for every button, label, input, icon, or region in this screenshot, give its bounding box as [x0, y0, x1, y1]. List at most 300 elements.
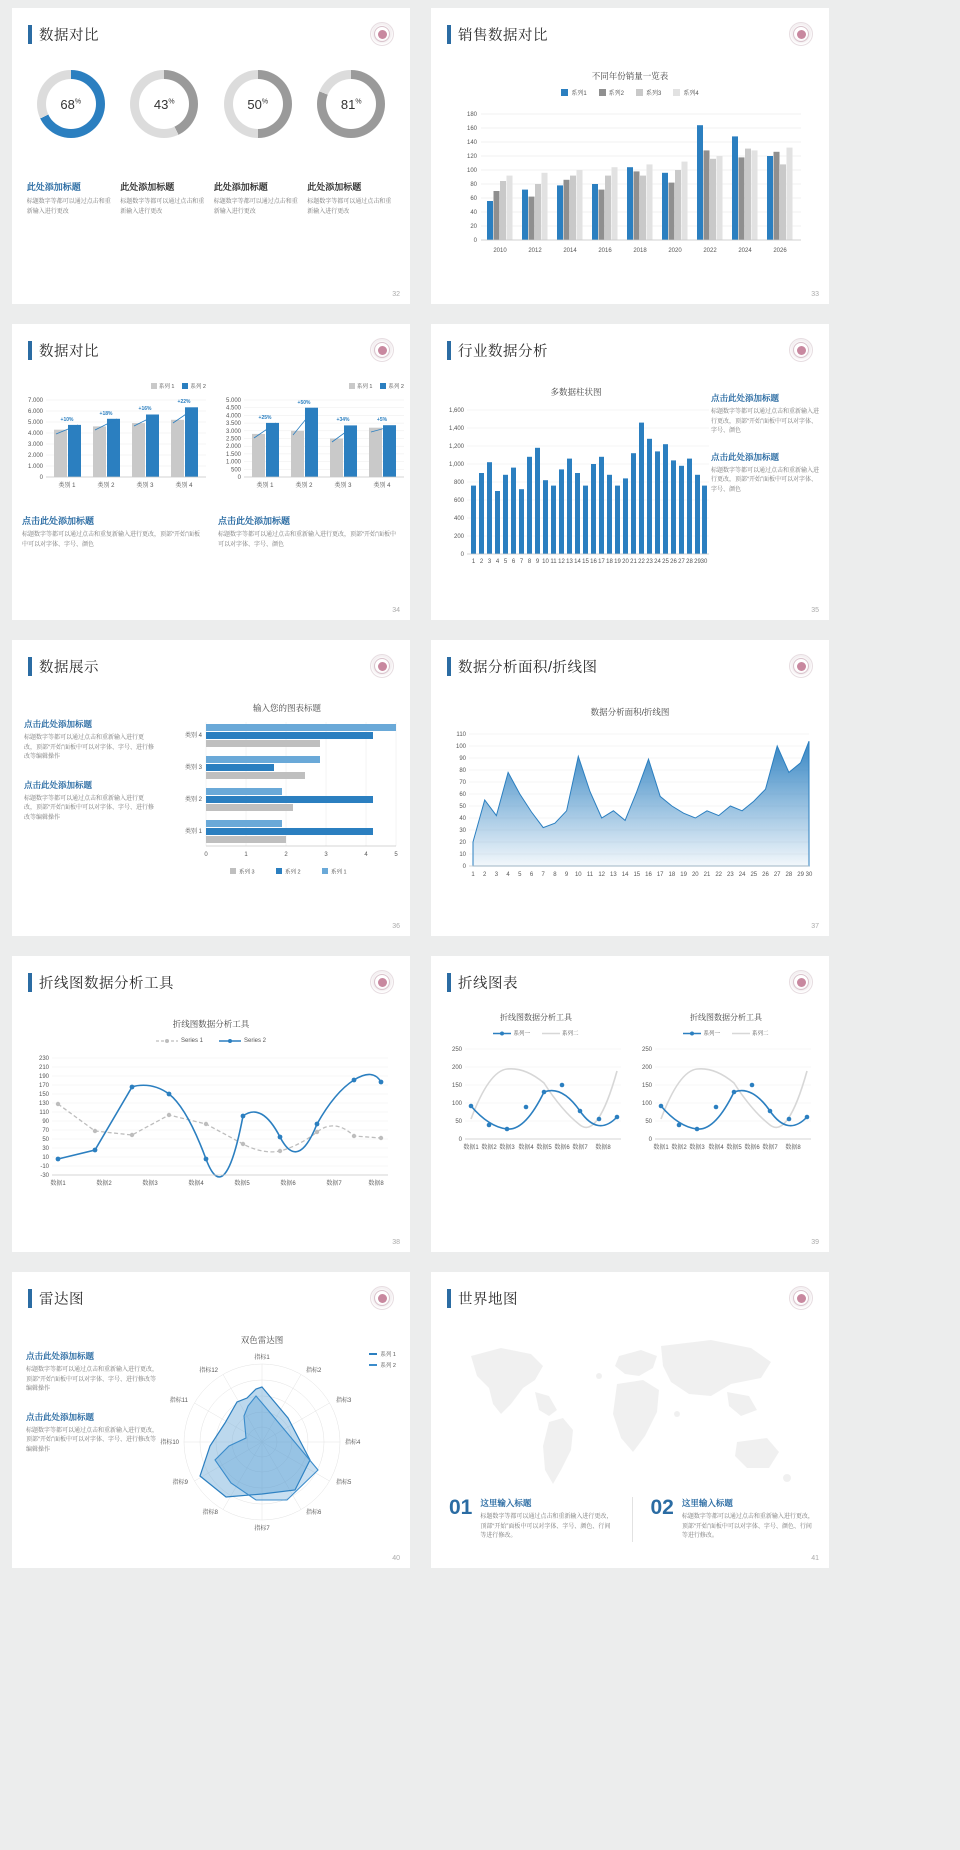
svg-text:50: 50: [42, 1137, 49, 1143]
svg-text:30: 30: [42, 1146, 49, 1152]
svg-text:17: 17: [598, 559, 605, 565]
svg-text:150: 150: [641, 1083, 652, 1089]
svg-text:+16%: +16%: [138, 406, 152, 412]
svg-text:1,200: 1,200: [448, 444, 464, 450]
svg-text:8: 8: [553, 872, 557, 878]
svg-text:0: 0: [648, 1137, 652, 1143]
svg-text:50: 50: [459, 804, 466, 810]
donut-value: 43%: [153, 96, 175, 112]
svg-text:11: 11: [586, 872, 594, 878]
svg-text:20: 20: [470, 224, 477, 230]
svg-text:180: 180: [466, 112, 477, 118]
chart-title: 输入您的图表标题: [252, 703, 321, 713]
chart-legend: 系列 1 系列 2: [369, 1350, 396, 1369]
svg-text:17: 17: [656, 872, 664, 878]
svg-text:+50%: +50%: [297, 400, 311, 406]
page-number: 34: [392, 607, 400, 614]
svg-text:数据5: 数据5: [536, 1145, 552, 1151]
svg-text:4: 4: [506, 872, 510, 878]
svg-text:类别 3: 类别 3: [184, 765, 202, 771]
page-number: 33: [811, 291, 819, 298]
svg-text:2024: 2024: [738, 248, 752, 254]
svg-text:1: 1: [471, 872, 475, 878]
svg-text:14: 14: [621, 872, 629, 878]
brand-logo-icon: [370, 654, 394, 678]
slide-39-title: 折线图表: [447, 972, 518, 993]
donut-caption: [120, 180, 208, 217]
slide-35-title: 行业数据分析: [447, 340, 548, 361]
svg-text:指标3: 指标3: [336, 1398, 352, 1404]
bar-chart-a: [20, 382, 210, 504]
grouped-bar-chart: [451, 104, 811, 279]
caption-heading: 点击此处添加标题: [22, 516, 95, 526]
svg-text:5: 5: [503, 559, 508, 565]
svg-text:数据8: 数据8: [595, 1145, 611, 1151]
svg-text:40: 40: [470, 210, 477, 216]
svg-text:16: 16: [645, 872, 652, 878]
svg-text:6: 6: [511, 559, 516, 565]
svg-text:类别 2: 类别 2: [295, 483, 313, 489]
caption-heading: 此处添加标题: [26, 182, 81, 192]
svg-text:60: 60: [459, 792, 466, 798]
svg-text:+22%: +22%: [177, 399, 191, 405]
svg-text:140: 140: [466, 140, 477, 146]
svg-text:类别 3: 类别 3: [136, 483, 154, 489]
page-number: 32: [392, 291, 400, 298]
caption-body: 标题数字等都可以通过点击和重新输入进行更改: [26, 199, 111, 215]
slide-38[interactable]: [12, 956, 410, 1252]
svg-text:0: 0: [462, 864, 466, 870]
donut-item: [215, 70, 301, 138]
svg-text:数据2: 数据2: [671, 1145, 687, 1151]
column-chart: [439, 402, 714, 592]
caption-column: [24, 718, 154, 840]
svg-text:+25%: +25%: [258, 415, 272, 421]
svg-text:23: 23: [646, 559, 653, 565]
svg-text:15: 15: [582, 559, 589, 565]
svg-text:120: 120: [466, 154, 477, 160]
donut-caption: [27, 180, 115, 217]
donut-chart: [224, 70, 292, 138]
svg-text:40: 40: [459, 816, 466, 822]
title-accent-bar: [447, 657, 451, 676]
svg-text:2: 2: [479, 559, 484, 565]
caption-heading: 点击此处添加标题: [24, 779, 93, 790]
svg-text:26: 26: [670, 559, 677, 565]
svg-text:指标6: 指标6: [306, 1510, 322, 1516]
svg-text:12: 12: [598, 872, 606, 878]
svg-text:类别 1: 类别 1: [256, 483, 274, 489]
page-number: 36: [392, 923, 400, 930]
donut-chart: [130, 70, 198, 138]
title-accent-bar: [28, 25, 32, 44]
svg-text:230: 230: [38, 1056, 49, 1062]
title-accent-bar: [28, 1289, 32, 1308]
donut-value: 81%: [340, 96, 362, 112]
svg-text:指标10: 指标10: [160, 1440, 179, 1446]
svg-text:指标5: 指标5: [336, 1480, 352, 1486]
area-chart: [445, 728, 815, 913]
svg-text:80: 80: [470, 182, 477, 188]
svg-text:指标2: 指标2: [306, 1368, 322, 1374]
slide-32-title: 数据对比: [28, 24, 99, 45]
donut-value: 50%: [247, 96, 269, 112]
svg-text:数据6: 数据6: [554, 1145, 570, 1151]
svg-text:数据2: 数据2: [96, 1181, 112, 1187]
svg-text:数据5: 数据5: [726, 1145, 742, 1151]
svg-text:0: 0: [204, 852, 208, 858]
slide-34-title: 数据对比: [28, 340, 99, 361]
svg-text:4.000: 4.000: [27, 431, 43, 437]
title-accent-bar: [447, 341, 451, 360]
caption-body: 标题数字等都可以通过点击和重新输入进行更改: [213, 199, 298, 215]
svg-text:210: 210: [38, 1065, 49, 1071]
donut-caption-row: [24, 180, 398, 217]
svg-text:150: 150: [38, 1092, 49, 1098]
svg-text:15: 15: [633, 872, 641, 878]
svg-text:29: 29: [797, 872, 804, 878]
svg-text:50: 50: [645, 1119, 652, 1125]
svg-text:100: 100: [466, 168, 477, 174]
divider: [632, 1497, 633, 1542]
caption-body: 标题数字等都可以通过点击和重复新输入进行更改，顶部“开始”面板中可以对字体、字号、颜色: [22, 532, 200, 548]
svg-text:3: 3: [494, 872, 499, 878]
svg-text:2: 2: [284, 852, 288, 858]
donut-caption: [214, 180, 302, 217]
svg-text:10: 10: [42, 1155, 49, 1161]
svg-text:数据6: 数据6: [744, 1145, 760, 1151]
chart-title: 不同年份销量一览表: [591, 71, 669, 81]
slide-32[interactable]: [12, 8, 410, 304]
caption-body: 标题数字等都可以通过点击和重新输入进行更改，顶部“开始”面板中可以对字体、字号、进行修改等编辑操作: [26, 1367, 159, 1393]
svg-text:800: 800: [453, 480, 464, 486]
caption-body: 标题数字等都可以通过点击和重新输入进行更改，顶部“开始”面板中可以对字体、字号、进行修改等编辑操作: [24, 795, 154, 821]
title-accent-bar: [447, 1289, 451, 1308]
world-map-graphic: [431, 1318, 829, 1508]
svg-text:19: 19: [680, 872, 687, 878]
svg-text:类别 4: 类别 4: [373, 483, 391, 489]
svg-text:5.000: 5.000: [225, 398, 241, 404]
donut-hole: [139, 79, 189, 129]
donut-hole: [233, 79, 283, 129]
chart-title: 折线图数据分析工具: [172, 1019, 250, 1029]
svg-text:18: 18: [668, 872, 676, 878]
svg-text:数据6: 数据6: [280, 1181, 296, 1187]
item-heading: 这里输入标题: [480, 1498, 532, 1509]
svg-text:24: 24: [738, 872, 746, 878]
brand-logo-icon: [370, 1286, 394, 1310]
svg-text:6.000: 6.000: [27, 409, 43, 415]
caption-column: [26, 1350, 158, 1472]
svg-text:500: 500: [230, 467, 241, 474]
svg-text:数据2: 数据2: [481, 1145, 497, 1151]
svg-text:类别 1: 类别 1: [184, 829, 202, 835]
svg-text:数据4: 数据4: [518, 1145, 534, 1151]
svg-text:1.000: 1.000: [27, 464, 43, 470]
svg-text:80: 80: [459, 768, 466, 774]
brand-logo-icon: [370, 338, 394, 362]
donut-hole: [326, 79, 376, 129]
chart-legend: 系列 1 系列 2: [151, 382, 206, 390]
svg-text:4: 4: [495, 559, 500, 565]
brand-logo-icon: [789, 1286, 813, 1310]
svg-text:类别 4: 类别 4: [184, 733, 202, 739]
slide-38-title: 折线图数据分析工具: [28, 972, 174, 993]
svg-text:28: 28: [785, 872, 793, 878]
svg-text:12: 12: [558, 559, 565, 565]
slide-41-title: 世界地图: [447, 1288, 518, 1309]
slide-37-title: 数据分析面积/折线图: [447, 656, 598, 677]
caption-heading: 此处添加标题: [120, 182, 175, 192]
svg-text:3.000: 3.000: [225, 428, 241, 435]
svg-text:+10%: +10%: [60, 417, 74, 423]
highlight-item: [651, 1497, 816, 1542]
svg-text:20: 20: [459, 840, 466, 846]
slide-40[interactable]: [12, 1272, 410, 1568]
svg-text:5.000: 5.000: [27, 420, 43, 426]
svg-text:数据7: 数据7: [572, 1145, 588, 1151]
svg-text:13: 13: [566, 559, 573, 565]
caption-body: 标题数字等都可以通过点击和重新输入进行更改，顶部“开始”面板中可以对字体、字号、颜色: [711, 409, 820, 435]
svg-text:2.000: 2.000: [225, 444, 241, 451]
svg-text:9: 9: [564, 872, 569, 878]
svg-text:25: 25: [662, 559, 669, 565]
slide-37[interactable]: [431, 640, 829, 936]
svg-text:指标11: 指标11: [169, 1398, 188, 1404]
radar-chart: [152, 1350, 372, 1540]
svg-text:30: 30: [459, 828, 466, 834]
chart-pair: [20, 382, 402, 504]
chart-legend: 系列一 系列二: [441, 1029, 631, 1037]
svg-text:26: 26: [762, 872, 769, 878]
svg-text:13: 13: [610, 872, 617, 878]
svg-text:+18%: +18%: [99, 411, 113, 417]
svg-text:150: 150: [451, 1083, 462, 1089]
svg-text:数据4: 数据4: [188, 1181, 204, 1187]
svg-text:7.000: 7.000: [27, 398, 43, 404]
donut-item: [28, 70, 114, 138]
svg-text:2014: 2014: [563, 248, 577, 254]
svg-text:-30: -30: [40, 1173, 49, 1179]
chart-title: 多数据柱状图: [550, 387, 602, 397]
caption-body: 标题数字等都可以通过点击和重新输入进行更改，顶部“开始”面板中可以对字体、字号、颜色: [218, 532, 396, 548]
slide-33-title: 销售数据对比: [447, 24, 548, 45]
item-body: 标题数字等都可以通过点击和重新输入进行更改，顶部“开始”面板中可以对字体、字号、颜色、行间等进行修改。: [681, 1514, 814, 1540]
svg-text:2022: 2022: [703, 248, 717, 254]
svg-text:4.500: 4.500: [225, 405, 241, 412]
svg-text:90: 90: [42, 1119, 49, 1125]
svg-text:类别 2: 类别 2: [97, 483, 115, 489]
svg-text:21: 21: [703, 872, 711, 878]
svg-text:250: 250: [451, 1047, 462, 1053]
svg-text:系列 3: 系列 3: [239, 869, 255, 876]
svg-text:600: 600: [453, 498, 464, 504]
svg-text:29: 29: [694, 559, 701, 565]
brand-logo-icon: [370, 22, 394, 46]
line-chart-right: [631, 1012, 821, 1171]
svg-text:类别 4: 类别 4: [175, 483, 193, 489]
svg-text:110: 110: [456, 732, 466, 738]
page-number: 41: [811, 1555, 819, 1562]
svg-text:14: 14: [574, 559, 581, 565]
page-number: 38: [392, 1239, 400, 1246]
svg-text:11: 11: [550, 559, 557, 565]
svg-text:24: 24: [654, 559, 661, 565]
svg-text:-10: -10: [40, 1164, 49, 1170]
svg-text:200: 200: [453, 534, 464, 540]
svg-text:100: 100: [451, 1101, 462, 1107]
title-accent-bar: [28, 973, 32, 992]
svg-text:160: 160: [466, 126, 477, 132]
caption-heading: 点击此处添加标题: [711, 393, 780, 403]
caption-body: 标题数字等都可以通过点击和重新输入进行更改: [120, 199, 205, 215]
svg-text:20: 20: [691, 872, 699, 878]
svg-text:数据8: 数据8: [785, 1145, 801, 1151]
svg-text:27: 27: [773, 872, 781, 878]
svg-text:22: 22: [715, 872, 723, 878]
brand-logo-icon: [789, 338, 813, 362]
svg-text:1,400: 1,400: [448, 426, 464, 432]
svg-text:类别 2: 类别 2: [184, 797, 202, 803]
slide-35[interactable]: [431, 324, 829, 620]
page-number: 35: [811, 607, 819, 614]
chart-legend: Series 1 Series 2: [12, 1038, 410, 1044]
title-accent-bar: [28, 657, 32, 676]
svg-text:数据1: 数据1: [463, 1145, 479, 1151]
brand-logo-icon: [789, 970, 813, 994]
slide-36-title: 数据展示: [28, 656, 99, 677]
highlight-item: [449, 1497, 614, 1542]
donut-chart: [37, 70, 105, 138]
item-heading: 这里输入标题: [681, 1498, 733, 1509]
donut-chart: [317, 70, 385, 138]
svg-text:7: 7: [519, 559, 524, 565]
slide-33[interactable]: [431, 8, 829, 304]
svg-text:系列 2: 系列 2: [285, 869, 301, 876]
svg-text:21: 21: [630, 559, 637, 565]
svg-text:22: 22: [638, 559, 645, 565]
svg-text:数据1: 数据1: [50, 1181, 66, 1187]
svg-text:200: 200: [641, 1065, 652, 1071]
svg-text:4.000: 4.000: [225, 413, 241, 420]
svg-text:1.500: 1.500: [225, 451, 241, 458]
svg-text:数据1: 数据1: [653, 1145, 669, 1151]
svg-text:130: 130: [38, 1101, 49, 1107]
svg-text:23: 23: [727, 872, 734, 878]
slide-40-title: 雷达图: [28, 1288, 84, 1309]
svg-text:数据3: 数据3: [142, 1181, 158, 1187]
svg-text:0: 0: [458, 1137, 462, 1143]
svg-text:19: 19: [614, 559, 621, 565]
line-chart: [24, 1052, 394, 1222]
slide-39[interactable]: [431, 956, 829, 1252]
slide-41[interactable]: [431, 1272, 829, 1568]
svg-text:30: 30: [805, 872, 813, 878]
brand-logo-icon: [370, 970, 394, 994]
svg-text:数据7: 数据7: [762, 1145, 778, 1151]
svg-text:2012: 2012: [528, 248, 542, 254]
svg-text:数据3: 数据3: [499, 1145, 515, 1151]
caption-heading: 此处添加标题: [307, 182, 362, 192]
svg-text:0: 0: [237, 475, 241, 481]
caption-body: 标题数字等都可以通过点击和重新输入进行更改，顶部“开始”面板中可以对字体、字号、进行修改等编辑操作: [26, 1427, 159, 1453]
svg-text:指标8: 指标8: [202, 1510, 218, 1516]
svg-text:类别 1: 类别 1: [58, 483, 76, 489]
svg-text:25: 25: [750, 872, 758, 878]
svg-text:2016: 2016: [598, 248, 612, 254]
page-number: 37: [811, 923, 819, 930]
svg-text:3: 3: [324, 852, 328, 858]
svg-text:28: 28: [686, 559, 693, 565]
caption-heading: 点击此处添加标题: [711, 451, 780, 462]
svg-text:0: 0: [460, 552, 464, 558]
svg-text:110: 110: [39, 1110, 49, 1116]
donut-row: [24, 70, 398, 138]
svg-text:2018: 2018: [633, 248, 647, 254]
svg-text:+34%: +34%: [336, 417, 350, 423]
svg-text:数据3: 数据3: [689, 1145, 705, 1151]
svg-text:指标12: 指标12: [199, 1368, 218, 1374]
donut-caption: [307, 180, 395, 217]
svg-text:2020: 2020: [668, 248, 682, 254]
svg-text:3.000: 3.000: [27, 442, 43, 448]
svg-text:1,600: 1,600: [448, 408, 464, 414]
svg-text:10: 10: [459, 852, 466, 858]
caption-body: 标题数字等都可以通过点击和重新输入进行更改: [307, 199, 392, 215]
svg-text:2010: 2010: [493, 248, 507, 254]
caption-heading: 点击此处添加标题: [26, 1411, 95, 1422]
chart-title: 折线图数据分析工具: [690, 1013, 762, 1022]
item-number: 01: [449, 1496, 473, 1520]
chart-legend: 系列1 系列2 系列3 系列4: [431, 88, 829, 97]
slide-34[interactable]: [12, 324, 410, 620]
svg-text:指标4: 指标4: [345, 1440, 361, 1446]
svg-text:指标7: 指标7: [254, 1526, 270, 1532]
svg-text:8: 8: [527, 559, 532, 565]
chart-title: 折线图数据分析工具: [500, 1013, 572, 1022]
svg-text:2026: 2026: [773, 248, 787, 254]
page-number: 40: [392, 1555, 400, 1562]
chart-legend: 系列 1 系列 2: [349, 382, 404, 390]
svg-text:7: 7: [541, 872, 545, 878]
svg-text:1.000: 1.000: [225, 459, 241, 466]
svg-text:50: 50: [455, 1119, 462, 1125]
caption-column: [711, 392, 819, 510]
svg-text:18: 18: [606, 559, 613, 565]
highlight-items: [449, 1497, 815, 1542]
chart-title: 数据分析面积/折线图: [590, 707, 670, 717]
page-number: 39: [811, 1239, 819, 1246]
svg-text:1: 1: [244, 852, 248, 858]
svg-text:30: 30: [700, 559, 708, 565]
svg-text:16: 16: [590, 559, 597, 565]
svg-text:4: 4: [364, 852, 368, 858]
caption-heading: 点击此处添加标题: [26, 1351, 95, 1361]
svg-text:5: 5: [518, 872, 522, 878]
svg-text:90: 90: [459, 756, 466, 762]
caption-row: [22, 514, 400, 550]
svg-text:数据5: 数据5: [234, 1181, 250, 1187]
svg-text:+5%: +5%: [376, 417, 388, 423]
svg-text:10: 10: [542, 559, 549, 565]
svg-text:70: 70: [42, 1128, 49, 1134]
slide-36[interactable]: [12, 640, 410, 936]
svg-text:190: 190: [38, 1074, 49, 1080]
svg-text:5: 5: [394, 852, 398, 858]
svg-text:类别 3: 类别 3: [334, 483, 352, 489]
caption-block: [218, 514, 400, 550]
svg-text:10: 10: [574, 872, 582, 878]
